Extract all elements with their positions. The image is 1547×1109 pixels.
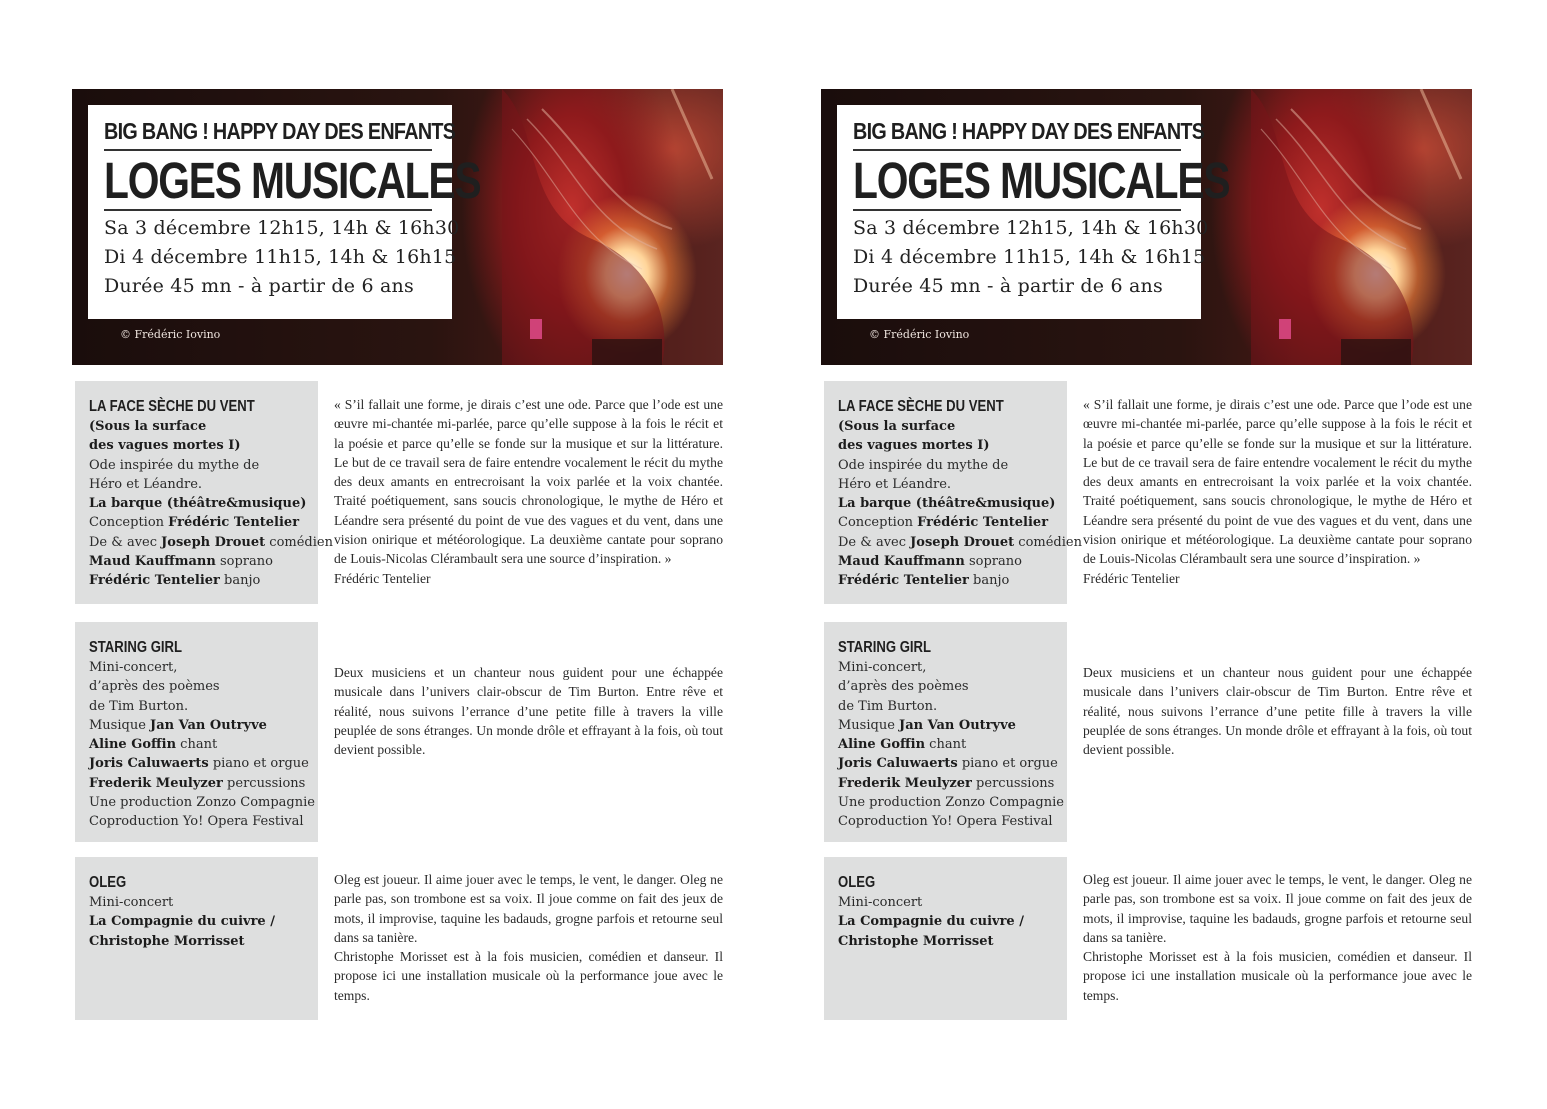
duration-line: Durée 45 mn - à partir de 6 ans (853, 275, 1163, 297)
credit-line (838, 793, 1067, 812)
description-paragraph: Christophe Morisset est à la fois musicien, comédien et danseur. Il propose ici une installation musicale où la performance joue avec le temps. (1083, 949, 1472, 1003)
description-paragraph: « S’il fallait une forme, je dirais c’est une ode. Parce que l’ode est une œuvre mi-chantée mi-parlée, parce qu’elle suppose à la fois le récit et la poésie et parce qu’elle se fonde sur la musique et sur la littérature. Le but de ce travail sera de faire entendre vocalement le récit du mythe des deux amants en entrecroisant la voix parlée et la voix chantée. Traité poétiquement, sans soucis chronologique, le mythe de Héro et Léandre sera présenté du point de vue des vagues et du vent, dans une vision onirique et météorologique. La deuxième cantate pour soprano de Louis-Nicolas Clérambault sera une source d’inspiration. » (334, 397, 723, 567)
credit-text: De & avec (838, 534, 911, 550)
photo-credit: © Frédéric Iovino (869, 328, 970, 341)
credit-text: banjo (219, 573, 261, 589)
credit-line (838, 735, 1067, 754)
credit-line (89, 552, 318, 571)
description-paragraph: « S’il fallait une forme, je dirais c’est une ode. Parce que l’ode est une œuvre mi-chantée mi-parlée, parce qu’elle suppose à la fois le récit et la poésie et parce qu’elle se fonde sur la musique et sur la littérature. Le but de ce travail sera de faire entendre vocalement le récit du mythe des deux amants en entrecroisant la voix parlée et la voix chantée. Traité poétiquement, sans soucis chronologique, le mythe de Héro et Léandre sera présenté du point de vue des vagues et du vent, dans une vision onirique et météorologique. La deuxième cantate pour soprano de Louis-Nicolas Clérambault sera une source d’inspiration. » (1083, 397, 1472, 567)
show-name: LA FACE SÈCHE DU VENT (838, 398, 1004, 415)
credit-text: Ode inspirée du mythe de (89, 457, 260, 473)
credit-text: piano et orgue (208, 756, 309, 772)
show-description (1083, 870, 1472, 1005)
show-credits-panel (75, 381, 333, 604)
credit-line (838, 774, 1067, 793)
show-description (334, 663, 723, 759)
credit-text: Musique (838, 717, 900, 733)
credit-text: Héro et Léandre. (838, 476, 952, 492)
credit-line (838, 677, 1067, 696)
credit-line (89, 893, 318, 912)
description-paragraph: Oleg est joueur. Il aime jouer avec le temps, le vent, le danger. Oleg ne parle pas, son trombone est sa voix. Il joue comme on fait des jeux de mots, il improvise, taquine les badauds, grogne parfois et retourne seul dans sa tanière. (1083, 872, 1472, 945)
credit-text: Ode inspirée du mythe de (838, 457, 1009, 473)
credit-line (838, 812, 1067, 831)
duration-line: Durée 45 mn - à partir de 6 ans (104, 275, 414, 297)
description-paragraph: Deux musiciens et un chanteur nous guident pour une échappée musicale dans l’univers clair-obscur de Tim Burton. Entre rêve et réalité, nous suivons l’errance d’une petite fille à travers la ville peuplée de sons étranges. Un monde drôle et effrayant à la fois, où tout devient possible. (334, 665, 723, 758)
credit-name: Jan Van Outryve (150, 717, 267, 733)
credit-line (89, 533, 333, 552)
credit-text: chant (176, 737, 218, 753)
hero-photo (821, 89, 1472, 365)
credit-name: Joris Caluwaerts (89, 756, 209, 772)
credit-text: Mini-concert, (89, 660, 178, 675)
credits-list (838, 893, 1067, 951)
credit-text: de Tim Burton. (89, 698, 189, 714)
credit-line (89, 812, 318, 831)
credit-name: (Sous la surface (89, 419, 207, 434)
divider (104, 149, 432, 151)
credit-line (838, 893, 1067, 912)
credit-text: de Tim Burton. (838, 698, 938, 714)
description-paragraph: Christophe Morisset est à la fois musicien, comédien et danseur. Il propose ici une installation musicale où la performance joue avec le temps. (334, 949, 723, 1003)
credit-name: La barque (théâtre&musique) (838, 496, 1056, 512)
flyer-page-left (72, 0, 724, 1109)
show-description (334, 870, 723, 1005)
credit-name: Frédéric Tentelier (917, 515, 1049, 531)
credit-line (89, 793, 318, 812)
credit-text: soprano (964, 554, 1022, 570)
credits-list (89, 893, 318, 951)
credit-name: (Sous la surface (838, 419, 956, 434)
credits-list (838, 658, 1067, 832)
description-paragraph: Frédéric Tentelier (1083, 570, 1180, 586)
credit-line (838, 932, 1067, 951)
credit-text: d’après des poèmes (838, 679, 969, 695)
credit-name: La Compagnie du cuivre / (838, 914, 1024, 930)
credit-text: Conception (89, 515, 169, 531)
show-name: LA FACE SÈCHE DU VENT (89, 398, 255, 415)
show-credits-panel (824, 857, 1067, 1020)
credit-text: Héro et Léandre. (89, 476, 203, 492)
credit-line (838, 417, 1067, 436)
show-name: STARING GIRL (838, 639, 932, 656)
credit-text: piano et orgue (957, 756, 1058, 772)
divider (104, 209, 432, 211)
credit-line (838, 456, 1067, 475)
credit-line (89, 658, 318, 677)
credit-name: La Compagnie du cuivre / (89, 914, 275, 930)
show-description (1083, 663, 1472, 759)
credit-line (838, 912, 1067, 931)
credit-name: Joseph Drouet (910, 534, 1015, 550)
credit-name: Christophe Morrisset (89, 933, 245, 949)
credit-line (89, 912, 318, 931)
credit-line (838, 697, 1067, 716)
credit-line (89, 754, 318, 773)
credit-line (89, 774, 318, 793)
show-description (334, 395, 723, 588)
credit-text: Coproduction Yo! Opera Festival (89, 814, 304, 830)
credit-line (838, 533, 1082, 552)
credit-text: comédien (1014, 534, 1082, 550)
credit-line (89, 716, 318, 735)
divider (853, 209, 1181, 211)
credit-text: Coproduction Yo! Opera Festival (838, 814, 1053, 830)
credit-line (89, 456, 318, 475)
credit-name: Frédéric Tentelier (89, 573, 220, 589)
credit-name: Frédéric Tentelier (168, 515, 300, 531)
credit-name: Frederik Meulyzer (89, 775, 223, 791)
credit-text: Mini-concert (838, 895, 923, 910)
show-credits-panel (75, 857, 318, 1020)
photo-credit: © Frédéric Iovino (120, 328, 221, 341)
description-paragraph: Deux musiciens et un chanteur nous guident pour une échappée musicale dans l’univers clair-obscur de Tim Burton. Entre rêve et réalité, nous suivons l’errance d’une petite fille à travers la ville peuplée de sons étranges. Un monde drôle et effrayant à la fois, où tout devient possible. (1083, 665, 1472, 758)
credit-line (838, 494, 1067, 513)
credit-text: Une production Zonzo Compagnie (89, 795, 315, 811)
flyer-page-right (821, 0, 1473, 1109)
credit-text: Une production Zonzo Compagnie (838, 795, 1064, 811)
show-credits-panel (75, 622, 318, 842)
credit-line (89, 513, 318, 532)
show-title: LOGES MUSICALES (853, 152, 1230, 209)
show-credits-panel (824, 622, 1067, 842)
credit-line (838, 436, 1067, 455)
credit-line (89, 677, 318, 696)
credit-name: Joris Caluwaerts (838, 756, 958, 772)
date-line: Di 4 décembre 11h15, 14h & 16h15 (853, 246, 1206, 268)
credit-name: Joseph Drouet (161, 534, 266, 550)
hero-photo (72, 89, 723, 365)
credit-line (89, 475, 318, 494)
show-title: LOGES MUSICALES (104, 152, 481, 209)
credit-text: Mini-concert, (838, 660, 927, 675)
date-line: Sa 3 décembre 12h15, 14h & 16h30 (104, 217, 460, 239)
credit-name: des vagues mortes I) (838, 438, 990, 454)
description-paragraph: Frédéric Tentelier (334, 570, 431, 586)
credit-text: soprano (215, 554, 273, 570)
credit-name: Christophe Morrisset (838, 933, 994, 949)
credit-text: d’après des poèmes (89, 679, 220, 695)
credit-name: Frederik Meulyzer (838, 775, 972, 791)
credit-text: percussions (971, 775, 1055, 791)
credits-list (89, 658, 318, 832)
date-line: Sa 3 décembre 12h15, 14h & 16h30 (853, 217, 1209, 239)
credits-list (838, 417, 1082, 591)
event-name: BIG BANG ! HAPPY DAY DES ENFANTS (853, 118, 1205, 144)
credits-list (89, 417, 333, 591)
credit-line (838, 475, 1067, 494)
credit-line (89, 436, 318, 455)
credit-name: Maud Kauffmann (838, 554, 965, 570)
credit-line (838, 552, 1067, 571)
credit-line (838, 716, 1067, 735)
show-name: OLEG (838, 874, 876, 891)
credit-name: des vagues mortes I) (89, 438, 241, 454)
credit-line (89, 932, 318, 951)
credit-line (838, 571, 1067, 590)
credit-name: La barque (théâtre&musique) (89, 496, 307, 512)
show-name: STARING GIRL (89, 639, 183, 656)
credit-text: comédien (265, 534, 333, 550)
credit-line (838, 754, 1067, 773)
credit-line (89, 417, 318, 436)
title-panel (88, 105, 481, 319)
credit-text: Musique (89, 717, 151, 733)
credit-text: banjo (968, 573, 1010, 589)
credit-name: Aline Goffin (89, 737, 177, 753)
credit-text: percussions (222, 775, 306, 791)
credit-text: De & avec (89, 534, 162, 550)
credit-line (89, 735, 318, 754)
show-credits-panel (824, 381, 1082, 604)
credit-line (89, 697, 318, 716)
divider (853, 149, 1181, 151)
event-name: BIG BANG ! HAPPY DAY DES ENFANTS (104, 118, 456, 144)
credit-line (89, 571, 318, 590)
credit-line (89, 494, 318, 513)
show-name: OLEG (89, 874, 127, 891)
credit-line (838, 658, 1067, 677)
credit-name: Frédéric Tentelier (838, 573, 969, 589)
date-line: Di 4 décembre 11h15, 14h & 16h15 (104, 246, 457, 268)
credit-line (838, 513, 1067, 532)
credit-name: Jan Van Outryve (899, 717, 1016, 733)
credit-name: Maud Kauffmann (89, 554, 216, 570)
title-panel (837, 105, 1230, 319)
credit-name: Aline Goffin (838, 737, 926, 753)
credit-text: Mini-concert (89, 895, 174, 910)
description-paragraph: Oleg est joueur. Il aime jouer avec le temps, le vent, le danger. Oleg ne parle pas, son trombone est sa voix. Il joue comme on fait des jeux de mots, il improvise, taquine les badauds, grogne parfois et retourne seul dans sa tanière. (334, 872, 723, 945)
credit-text: chant (925, 737, 967, 753)
credit-text: Conception (838, 515, 918, 531)
show-description (1083, 395, 1472, 588)
